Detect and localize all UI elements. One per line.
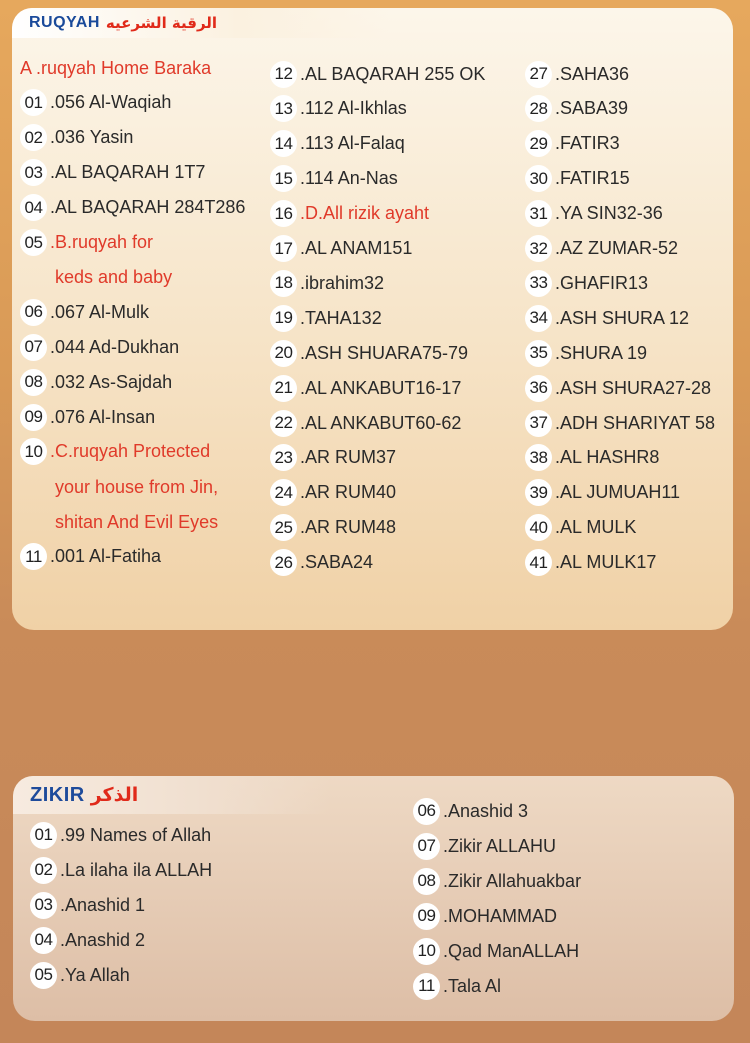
track-title: .SAHA36 — [555, 63, 630, 84]
track-number-badge: 01 — [30, 822, 57, 849]
track-title: .001 Al-Fatiha — [50, 546, 162, 567]
track-item[interactable] — [270, 235, 412, 263]
track-item[interactable] — [270, 549, 373, 577]
track-item[interactable] — [525, 514, 636, 542]
track-number-badge: 08 — [20, 369, 47, 396]
track-number-badge: 20 — [270, 340, 297, 367]
track-title: .SABA24 — [300, 552, 374, 573]
track-item[interactable] — [270, 269, 384, 297]
track-item[interactable] — [525, 235, 678, 263]
track-number-badge: 31 — [525, 200, 552, 227]
track-number-badge: 22 — [270, 410, 297, 437]
track-title: .ibrahim32 — [300, 272, 385, 293]
track-item[interactable] — [525, 444, 659, 472]
track-number-badge: 03 — [30, 892, 57, 919]
track-number-badge: 01 — [20, 89, 47, 116]
track-number-badge: 10 — [20, 438, 47, 465]
zikir-panel — [13, 776, 734, 1021]
ruqyah-panel — [12, 8, 733, 630]
track-number-badge: 02 — [30, 857, 57, 884]
track-title: .AR RUM40 — [300, 482, 397, 503]
track-title: .AL ANKABUT60-62 — [300, 412, 462, 433]
ruqyah-arabic-title: الرقية الشرعيه — [105, 14, 218, 32]
track-number-badge: 05 — [30, 962, 57, 989]
track-title: .AL HASHR8 — [555, 447, 660, 468]
track-title: .076 Al-Insan — [50, 406, 156, 427]
track-title: .Anashid 2 — [60, 929, 146, 950]
track-item[interactable] — [525, 374, 711, 402]
track-title: .044 Ad-Dukhan — [50, 336, 180, 357]
track-number-badge: 21 — [270, 375, 297, 402]
track-item[interactable] — [270, 479, 396, 507]
track-number-badge: 30 — [525, 165, 552, 192]
track-title: .FATIR3 — [555, 133, 620, 154]
track-item[interactable] — [30, 926, 145, 954]
track-title: .AL MULK17 — [555, 552, 657, 573]
track-number-badge: 35 — [525, 340, 552, 367]
track-title: .AZ ZUMAR-52 — [555, 238, 679, 258]
track-title: .C.ruqyah Protected — [50, 441, 211, 462]
track-item[interactable] — [413, 797, 528, 825]
track-number-badge: 06 — [413, 798, 440, 825]
track-item[interactable] — [525, 165, 630, 193]
track-item[interactable] — [270, 304, 382, 332]
track-item[interactable] — [413, 972, 501, 1000]
track-item[interactable] — [270, 130, 405, 158]
track-number-badge: 04 — [20, 194, 47, 221]
track-item[interactable] — [525, 339, 647, 367]
track-title: .ASH SHURA27-28 — [555, 377, 712, 398]
track-item[interactable] — [20, 368, 172, 396]
track-number-badge: 28 — [525, 95, 552, 122]
section-heading: keds and baby — [55, 267, 173, 288]
track-item[interactable] — [20, 438, 210, 466]
track-title: .GHAFIR13 — [555, 272, 649, 293]
track-number-badge: 25 — [270, 514, 297, 541]
track-number-badge: 40 — [525, 514, 552, 541]
track-title: .AL BAQARAH 1T7 — [50, 162, 206, 183]
track-title: .D.All rizik ayaht — [300, 203, 430, 224]
track-item[interactable] — [20, 403, 155, 431]
track-number-badge: 09 — [20, 404, 47, 431]
track-item[interactable] — [525, 130, 620, 158]
ruqyah-title: RUQYAH — [29, 14, 100, 31]
track-number-badge: 05 — [20, 229, 47, 256]
track-number-badge: 37 — [525, 410, 552, 437]
track-title: .056 Al-Waqiah — [50, 92, 172, 113]
track-number-badge: 08 — [413, 868, 440, 895]
track-title: .FATIR15 — [555, 168, 630, 189]
track-item[interactable] — [270, 409, 461, 437]
track-item[interactable] — [270, 339, 468, 367]
track-number-badge: 32 — [525, 235, 552, 262]
track-item[interactable] — [413, 937, 579, 965]
track-number-badge: 39 — [525, 479, 552, 506]
track-number-badge: 11 — [413, 973, 440, 1000]
track-title: .Anashid 3 — [443, 800, 529, 821]
track-title: .Ya Allah — [60, 964, 130, 985]
track-title: .ASH SHUARA75-79 — [300, 342, 469, 363]
track-item[interactable] — [413, 902, 557, 930]
track-title: .YA SIN32-36 — [555, 203, 663, 224]
track-title: .99 Names of Allah — [60, 824, 212, 845]
track-number-badge: 23 — [270, 444, 297, 471]
zikir-title: ZIKIR — [30, 783, 85, 806]
section-heading: A .ruqyah Home Baraka — [20, 58, 212, 78]
track-title: .AR RUM37 — [300, 447, 397, 468]
track-number-badge: 15 — [270, 165, 297, 192]
track-item[interactable] — [525, 549, 656, 577]
track-number-badge: 19 — [270, 305, 297, 332]
track-number-badge: 07 — [20, 334, 47, 361]
track-title: .036 Yasin — [50, 127, 134, 148]
track-title: .ASH SHURA 12 — [555, 307, 690, 328]
track-title: .AL ANAM151 — [300, 238, 413, 258]
track-title: .Zikir Allahuakbar — [443, 870, 582, 891]
track-item[interactable] — [270, 200, 429, 228]
track-number-badge: 07 — [413, 833, 440, 860]
track-number-badge: 06 — [20, 299, 47, 326]
track-item[interactable] — [20, 89, 171, 117]
track-title: .032 As-Sajdah — [50, 371, 173, 392]
track-item[interactable] — [525, 60, 629, 88]
track-number-badge: 26 — [270, 549, 297, 576]
track-number-badge: 24 — [270, 479, 297, 506]
track-item[interactable] — [525, 304, 689, 332]
track-title: .AL MULK — [555, 517, 637, 538]
track-number-badge: 27 — [525, 61, 552, 88]
track-number-badge: 02 — [20, 124, 47, 151]
track-item[interactable] — [270, 60, 485, 88]
ruqyah-header — [12, 8, 389, 38]
track-title: .067 Al-Mulk — [50, 301, 150, 322]
zikir-header — [13, 776, 330, 814]
track-number-badge: 18 — [270, 270, 297, 297]
track-item[interactable] — [30, 821, 211, 849]
track-title: .AL BAQARAH 255 OK — [300, 63, 486, 84]
track-title: .MOHAMMAD — [443, 905, 557, 926]
track-title: .SHURA 19 — [555, 342, 648, 363]
track-item[interactable] — [30, 856, 212, 884]
track-item[interactable] — [20, 543, 161, 571]
track-title: .AL BAQARAH 284T286 — [50, 197, 246, 218]
track-item[interactable] — [270, 514, 396, 542]
track-item[interactable] — [525, 409, 715, 437]
track-title: .AL JUMUAH11 — [555, 482, 681, 503]
track-title: .112 Al-Ikhlas — [300, 98, 407, 119]
track-title: .114 An-Nas — [300, 168, 398, 189]
track-title: .SABA39 — [555, 98, 629, 119]
track-number-badge: 33 — [525, 270, 552, 297]
track-title: .Qad ManALLAH — [443, 940, 580, 961]
track-number-badge: 14 — [270, 130, 297, 157]
track-item[interactable] — [20, 194, 245, 222]
track-title: .113 Al-Falaq — [300, 133, 405, 154]
track-number-badge: 17 — [270, 235, 297, 262]
track-number-badge: 34 — [525, 305, 552, 332]
track-title: .TAHA132 — [300, 307, 382, 328]
track-item[interactable] — [270, 374, 461, 402]
section-heading: your house from Jin, — [55, 476, 219, 497]
track-title: .Anashid 1 — [60, 894, 146, 915]
track-item[interactable] — [413, 867, 581, 895]
track-item[interactable] — [20, 229, 153, 257]
track-item[interactable] — [270, 444, 396, 472]
track-item[interactable] — [270, 165, 398, 193]
track-title: .AR RUM48 — [300, 517, 397, 538]
track-item[interactable] — [525, 95, 628, 123]
track-item[interactable] — [30, 961, 130, 989]
track-number-badge: 09 — [413, 903, 440, 930]
track-number-badge: 04 — [30, 927, 57, 954]
track-number-badge: 41 — [525, 549, 552, 576]
track-title: .Tala Al — [443, 975, 502, 996]
track-number-badge: 11 — [20, 543, 47, 570]
track-number-badge: 38 — [525, 444, 552, 471]
track-number-badge: 29 — [525, 130, 552, 157]
track-title: .ADH SHARIYAT 58 — [555, 412, 716, 433]
zikir-arabic-title: الذكر — [90, 784, 139, 806]
track-item[interactable] — [20, 298, 149, 326]
track-number-badge: 12 — [270, 61, 297, 88]
track-item[interactable] — [270, 95, 407, 123]
track-title: .B.ruqyah for — [50, 232, 154, 252]
track-item[interactable] — [525, 200, 663, 228]
track-number-badge: 16 — [270, 200, 297, 227]
track-title: .Zikir ALLAHU — [443, 835, 557, 856]
track-item[interactable] — [525, 479, 680, 507]
track-item[interactable] — [20, 333, 179, 361]
section-heading: shitan And Evil Eyes — [55, 511, 219, 532]
track-number-badge: 03 — [20, 159, 47, 186]
track-title: .AL ANKABUT16-17 — [300, 377, 462, 398]
track-item[interactable] — [525, 269, 648, 297]
track-number-badge: 13 — [270, 95, 297, 122]
track-item[interactable] — [20, 124, 133, 152]
track-item[interactable] — [20, 159, 205, 187]
track-item[interactable] — [413, 832, 556, 860]
track-title: .La ilaha ila ALLAH — [60, 859, 213, 880]
track-item[interactable] — [30, 891, 145, 919]
track-number-badge: 36 — [525, 375, 552, 402]
track-number-badge: 10 — [413, 938, 440, 965]
